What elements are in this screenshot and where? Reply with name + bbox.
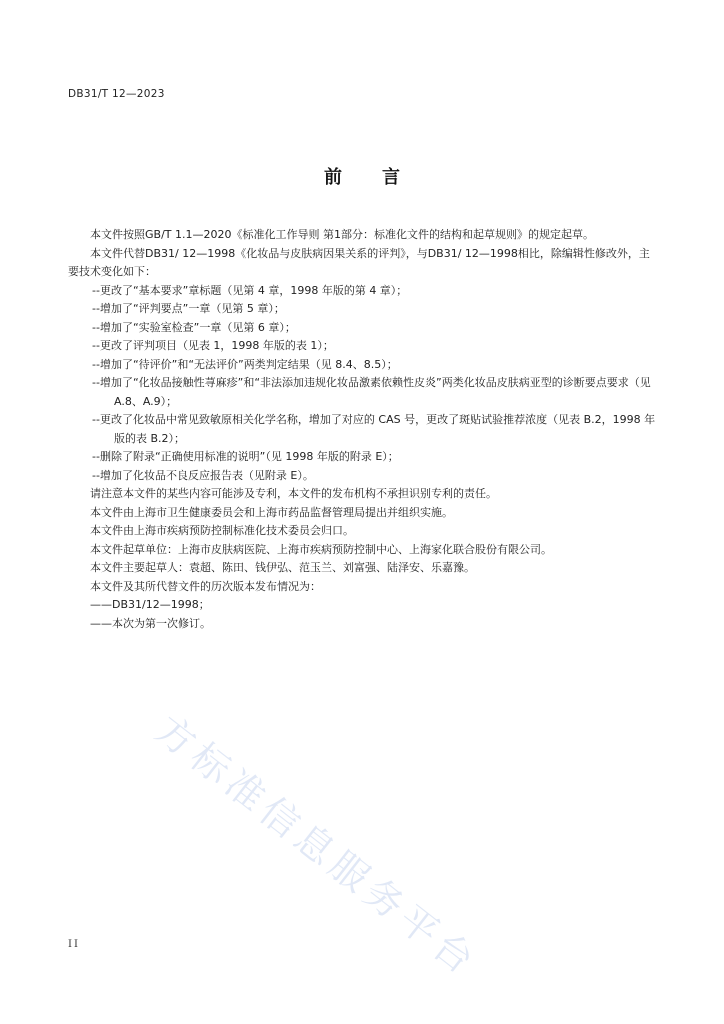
paragraph-patent-notice: 请注意本文件的某些内容可能涉及专利，本文件的发布机构不承担识别专利的责任。 bbox=[90, 487, 497, 500]
change-item: --增加了“实验室检查”一章（见第 6 章）； bbox=[92, 320, 296, 334]
history-item: ——DB31/12—1998； bbox=[90, 598, 210, 611]
standard-code: DB31/T 12—2023 bbox=[68, 88, 165, 100]
paragraph-drafting-units: 本文件起草单位：上海市皮肤病医院、上海市疾病预防控制中心、上海家化联合股份有限公司。 bbox=[90, 542, 552, 556]
paragraph-history-intro: 本文件及其所代替文件的历次版本发布情况为： bbox=[90, 579, 321, 593]
change-item: --增加了“评判要点”一章（见第 5 章）； bbox=[92, 302, 285, 315]
change-item: --更改了化妆品中常见致敏原相关化学名称，增加了对应的 CAS 号，更改了斑贴试验推荐浓度（见表 B.2，1998 年版的表 B.2）； bbox=[92, 413, 656, 445]
paragraph-proposer: 本文件由上海市卫生健康委员会和上海市药品监督管理局提出并组织实施。 bbox=[90, 505, 453, 519]
change-item: --删除了附录“正确使用标准的说明”（见 1998 年版的附录 E）； bbox=[92, 450, 399, 463]
paragraph-drafters: 本文件主要起草人：袁超、陈田、钱伊弘、范玉兰、刘富强、陆泽安、乐嘉豫。 bbox=[90, 561, 475, 574]
title-char-left: 前 bbox=[324, 167, 342, 188]
history-item: ——本次为第一次修订。 bbox=[90, 616, 211, 630]
change-item: --增加了化妆品不良反应报告表（见附录 E）。 bbox=[92, 468, 314, 482]
change-item: --增加了“待评价”和“无法评价”两类判定结果（见 8.4、8.5）； bbox=[92, 357, 398, 371]
paragraph-reference-standard: 本文件按照GB/T 1.1—2020《标准化工作导则 第1部分：标准化文件的结构和起草规则》的规定起草。 bbox=[90, 228, 594, 241]
title-char-right: 言 bbox=[382, 167, 400, 188]
change-item: --更改了“基本要求”章标题（见第 4 章，1998 年版的第 4 章）； bbox=[92, 283, 408, 297]
change-item: --更改了评判项目（见表 1，1998 年版的表 1）； bbox=[92, 339, 334, 352]
watermark: 方标准信息服务平台 bbox=[147, 707, 487, 986]
paragraph-committee: 本文件由上海市疾病预防控制标准化技术委员会归口。 bbox=[90, 524, 354, 537]
page-number: II bbox=[68, 939, 80, 950]
foreword-body bbox=[68, 226, 658, 633]
paragraph-replacement: 本文件代替DB31/ 12—1998《化妆品与皮肤病因果关系的评判》，与DB31/ 12—1998相比，除编辑性修改外，主要技术变化如下： bbox=[68, 246, 650, 278]
page-title bbox=[0, 163, 724, 189]
change-item: --增加了“化妆品接触性荨麻疹”和“非法添加违规化妆品激素依赖性皮炎”两类化妆品皮肤病亚型的诊断要点要求（见 A.8、A.9）； bbox=[92, 376, 651, 408]
